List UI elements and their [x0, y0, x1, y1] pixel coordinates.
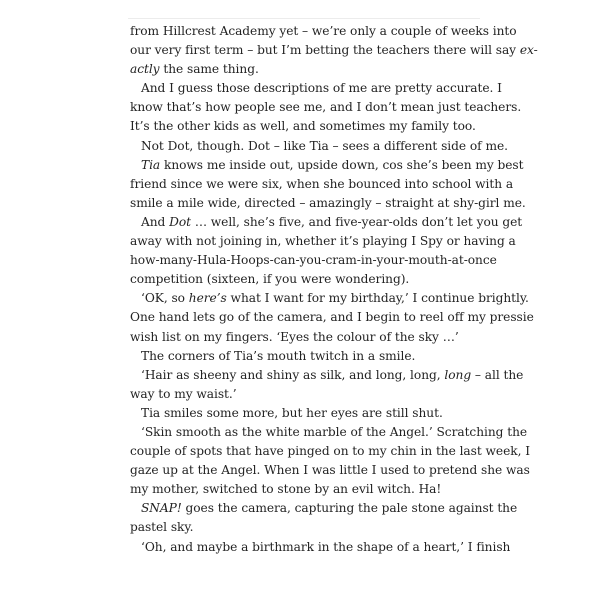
text-line	[130, 499, 518, 518]
text-run: ‘Oh, and maybe a birthmark in the shape of a heart,’ I finish	[141, 539, 511, 554]
text-run: our very first term – but I’m betting the teachers there will say	[130, 43, 520, 58]
italic-text-run: ex-	[519, 43, 538, 58]
body-text	[130, 22, 538, 557]
text-line	[130, 22, 517, 41]
text-line	[130, 480, 480, 499]
text-run: how-many-Hula-Hoops-can-you-cram-in-your-mouth-at-once	[130, 253, 497, 268]
text-run: wish list on my fingers. ‘Eyes the colour of the sky …’	[130, 329, 459, 344]
text-run: gaze up at the Angel. When I was little I used to pretend she was	[130, 463, 530, 478]
text-line	[130, 518, 480, 537]
text-line	[130, 289, 529, 308]
text-run: And I guess those descriptions of me are pretty accurate. I	[141, 81, 502, 96]
text-run: One hand lets go of the camera, and I begin to reel off my pressie	[130, 310, 534, 325]
text-line	[130, 385, 480, 404]
text-run: my mother, switched to stone by an evil witch. Ha!	[130, 482, 442, 497]
text-line	[130, 442, 530, 461]
text-line	[130, 137, 508, 156]
text-run: ‘Skin smooth as the white marble of the Angel.’ Scratching the	[141, 424, 528, 439]
text-run: goes the camera, capturing the pale stone against the	[181, 501, 518, 516]
italic-text-run: SNAP!	[141, 501, 182, 516]
text-line	[130, 175, 514, 194]
text-run: from Hillcrest Academy yet – we’re only a couple of weeks into	[130, 24, 517, 38]
text-run: couple of spots that have pinged on to my chin in the last week, I	[130, 444, 530, 459]
text-run: what I want for my birthday,’ I continue brightly.	[226, 291, 529, 306]
text-line	[130, 347, 480, 366]
text-run: – all the	[471, 367, 524, 382]
page-top-divider	[128, 18, 480, 19]
text-run: competition (sixteen, if you were wondering).	[130, 272, 410, 287]
text-line	[130, 117, 480, 136]
text-line	[130, 404, 480, 423]
italic-text-run: Tia	[141, 157, 161, 172]
text-line	[130, 41, 538, 60]
text-run: knows me inside out, upside down, cos she’s been my best	[160, 157, 524, 172]
text-line	[130, 79, 502, 98]
text-line	[130, 423, 528, 442]
text-line	[130, 461, 530, 480]
italic-text-run: here’s	[188, 291, 227, 306]
text-line	[130, 328, 480, 347]
text-run: Tia smiles some more, but her eyes are still shut.	[141, 405, 443, 420]
text-line	[130, 98, 522, 117]
text-run: And	[141, 214, 170, 229]
italic-text-run: long	[444, 367, 472, 382]
text-line	[130, 251, 497, 270]
text-run: away with not joining in, whether it’s playing I Spy or having a	[130, 234, 516, 249]
text-line	[130, 194, 526, 213]
text-run: know that’s how people see me, and I don’t mean just teachers.	[130, 100, 522, 115]
text-run: Not Dot, though. Dot – like Tia – sees a different side of me.	[141, 138, 508, 153]
text-run: … well, she’s five, and five-year-olds don’t let you get	[191, 214, 523, 229]
text-run: way to my waist.’	[130, 386, 237, 401]
text-line	[130, 213, 523, 232]
text-line	[130, 232, 516, 251]
text-line	[130, 366, 524, 385]
italic-text-run: Dot	[169, 214, 191, 229]
text-run: It’s the other kids as well, and sometimes my family too.	[130, 119, 476, 134]
text-run: ‘Hair as sheeny and shiny as silk, and long, long,	[141, 367, 445, 382]
text-run: The corners of Tia’s mouth twitch in a smile.	[141, 348, 416, 363]
text-line	[130, 308, 534, 327]
text-run: smile a mile wide, directed – amazingly – straight at shy-girl me.	[130, 195, 526, 210]
italic-text-run: actly	[130, 62, 160, 77]
text-line	[130, 270, 480, 289]
text-line	[130, 538, 511, 557]
text-line	[130, 156, 524, 175]
text-line	[130, 60, 480, 79]
text-run: pastel sky.	[130, 520, 194, 535]
text-run: the same thing.	[159, 62, 259, 77]
text-run: ‘OK, so	[141, 291, 189, 306]
text-run: friend since we were six, when she bounced into school with a	[130, 176, 514, 191]
